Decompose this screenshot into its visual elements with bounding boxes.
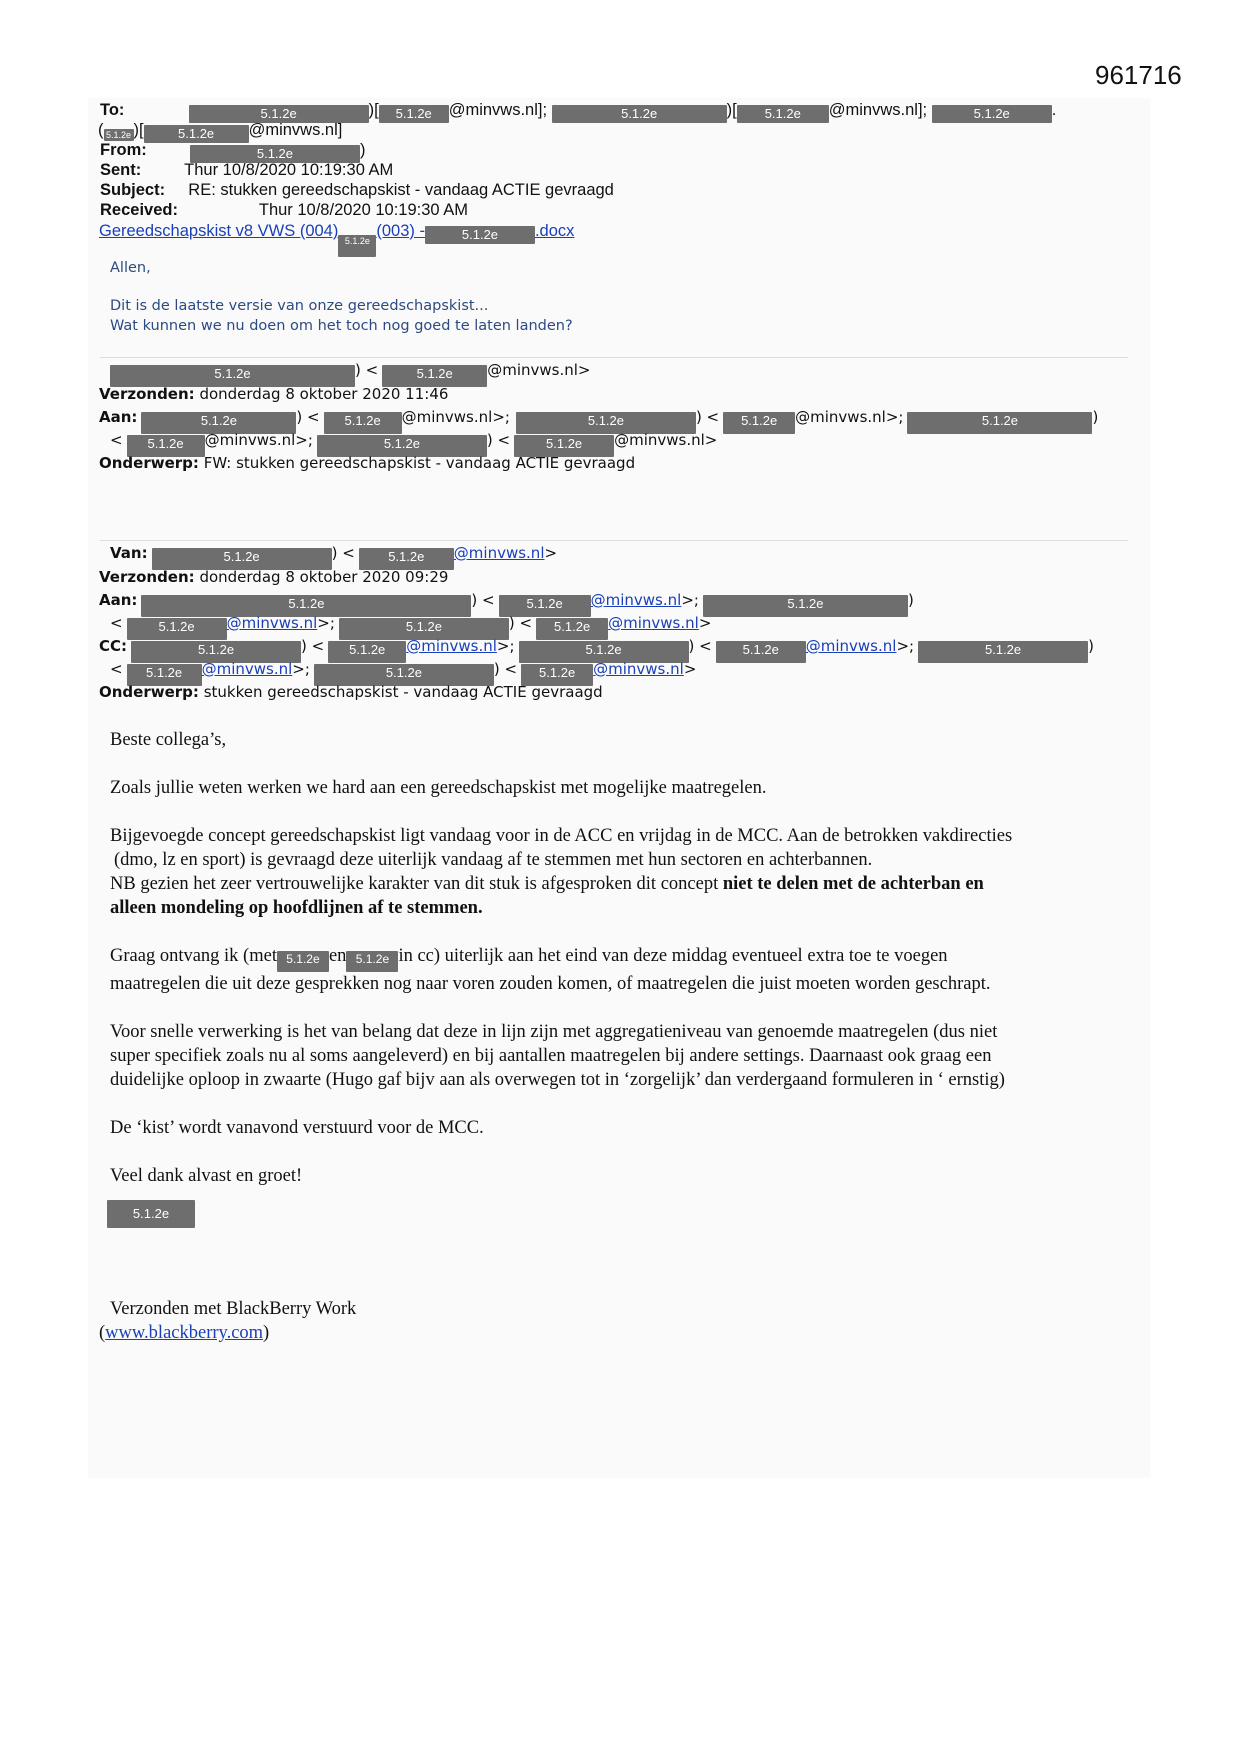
paragraph-4-line-2: super specifiek zoals nu al soms aangeleverd) en bij aantallen maatregelen bij andere settings. Daarnaast ook graag een <box>110 1046 992 1066</box>
redaction: 5.1.2e <box>127 664 202 686</box>
paragraph-2-line-1: Bijgevoegde concept gereedschapskist ligt vandaag voor in de ACC en vrijdag in de MCC. Aan de betrokken vakdirecties <box>110 826 1013 846</box>
fw-sent-line <box>99 383 448 406</box>
email-domain: @minvws.nl>; <box>204 431 313 449</box>
redaction: 5.1.2e <box>723 412 795 434</box>
fw-from-line: 5.1.2e ) < 5.1.2e @minvws.nl> <box>110 359 590 387</box>
paragraph-3-line-2: maatregelen die uit deze gesprekken nog naar voren zouden komen, of maatregelen die juist moeten worden geschrapt. <box>110 974 991 994</box>
message-greeting: Allen, <box>110 260 151 276</box>
email-link[interactable]: @minvws.nl <box>608 614 699 632</box>
email-domain: @minvws.nl>; <box>401 408 510 426</box>
orig-cc-line: CC: 5.1.2e ) < 5.1.2e @minvws.nl>; 5.1.2e ) < 5.1.2e @minvws.nl>; 5.1.2e ) <box>99 635 1094 663</box>
divider <box>100 357 1128 358</box>
paragraph-5: De ‘kist’ wordt vanavond verstuurd voor de MCC. <box>110 1118 484 1138</box>
email-link[interactable]: @minvws.nl <box>226 614 318 632</box>
redaction: 5.1.2e <box>314 664 494 686</box>
paragraph-4-line-1: Voor snelle verwerking is het van belang dat deze in lijn zijn met aggregatieniveau van genoemde maatregelen (dus niet <box>110 1022 998 1042</box>
orig-subject-label: Onderwerp: <box>99 683 199 701</box>
received-label: Received: <box>100 201 178 219</box>
email-domain: @minvws.nl> <box>487 361 591 379</box>
paragraph-2-line-2: (dmo, lz en sport) is gevraagd deze uiterlijk vandaag af te stemmen met hun sectoren en achterbannen. <box>114 850 873 870</box>
email-domain: @minvws.nl]; <box>448 101 548 119</box>
orig-to-label: Aan: <box>99 591 138 609</box>
redaction: 5.1.2e <box>144 125 249 143</box>
fw-to-line-2: < 5.1.2e @minvws.nl>; 5.1.2e ) < 5.1.2e @minvws.nl> <box>110 429 717 457</box>
redaction: 5.1.2e <box>359 548 454 570</box>
paragraph-1: Zoals jullie weten werken we hard aan een gereedschapskist met mogelijke maatregelen. <box>110 778 767 798</box>
paragraph-6: Veel dank alvast en groet! <box>110 1166 303 1186</box>
bold-text: alleen mondeling op hoofdlijnen af te stemmen. <box>110 898 483 918</box>
fw-sent-value: donderdag 8 oktober 2020 11:46 <box>199 385 449 403</box>
orig-sent-value: donderdag 8 oktober 2020 09:29 <box>199 568 449 586</box>
redaction: 5.1.2e <box>110 365 355 387</box>
redaction: 5.1.2e <box>379 105 449 123</box>
paragraph-3-line-1: Graag ontvang ik (met 5.1.2e en 5.1.2e in cc) uiterlijk aan het eind van deze middag eventueel extra toe te voegen <box>110 944 1140 972</box>
redaction: 5.1.2e <box>127 435 205 457</box>
orig-from-label: Van: <box>110 544 148 562</box>
email-domain: @minvws.nl] <box>248 121 343 139</box>
redaction: 5.1.2e <box>152 548 332 570</box>
redaction: 5.1.2e <box>907 412 1092 434</box>
email-domain: @minvws.nl>; <box>795 408 904 426</box>
subject-line <box>100 180 614 200</box>
redaction: 5.1.2e <box>516 412 696 434</box>
redaction: 5.1.2e <box>317 435 487 457</box>
paragraph-2-line-4 <box>110 896 1140 920</box>
received-value: Thur 10/8/2020 10:19:30 AM <box>258 201 469 219</box>
blackberry-link-line: (www.blackberry.com) <box>99 1323 270 1343</box>
redaction: 5.1.2e <box>189 105 369 123</box>
redaction: 5.1.2e <box>521 664 593 686</box>
redaction: 5.1.2e <box>107 1200 195 1228</box>
fw-to-line: Aan: 5.1.2e ) < 5.1.2e @minvws.nl>; 5.1.2e ) < 5.1.2e @minvws.nl>; 5.1.2e ) <box>99 406 1098 434</box>
received-line <box>100 200 468 220</box>
sent-line <box>100 160 393 180</box>
email-body <box>110 728 1140 1188</box>
redaction: 5.1.2e <box>918 641 1088 663</box>
message-line-2: Wat kunnen we nu doen om het toch nog goed te laten landen? <box>110 318 573 334</box>
fw-sent-label: Verzonden: <box>99 385 195 403</box>
orig-sent-label: Verzonden: <box>99 568 195 586</box>
redaction: 5.1.2e <box>141 412 296 434</box>
fw-subject-value: FW: stukken gereedschapskist - vandaag ACTIE gevraagd <box>203 454 636 472</box>
redaction: 5.1.2e <box>552 105 727 123</box>
redaction: 5.1.2e <box>716 641 806 663</box>
orig-cc-label: CC: <box>99 637 128 655</box>
salutation: Beste collega’s, <box>110 730 227 750</box>
fw-to-label: Aan: <box>99 408 138 426</box>
redaction: 5.1.2e <box>104 129 134 141</box>
from-label: From: <box>100 141 147 159</box>
redaction: 5.1.2e <box>141 595 471 617</box>
to-line: To: 5.1.2e )[ 5.1.2e @minvws.nl]; 5.1.2e )[ 5.1.2e @minvws.nl]; 5.1.2e . <box>100 101 1057 121</box>
redaction: 5.1.2e <box>737 105 829 123</box>
fw-subject-line <box>99 452 635 475</box>
divider <box>100 540 1128 541</box>
blackberry-link[interactable]: www.blackberry.com <box>105 1323 264 1343</box>
redaction: 5.1.2e <box>328 641 406 663</box>
orig-sent-line <box>99 566 448 589</box>
sent-value: Thur 10/8/2020 10:19:30 AM <box>184 161 394 179</box>
redaction: 5.1.2e <box>190 145 360 163</box>
redaction: 5.1.2e <box>514 435 614 457</box>
attachment-name-part2[interactable]: (003) - <box>376 222 425 240</box>
to-line-2: ( 5.1.2e )[ 5.1.2e @minvws.nl] <box>98 121 343 141</box>
email-link[interactable]: @minvws.nl <box>590 591 682 609</box>
orig-subject-value: stukken gereedschapskist - vandaag ACTIE gevraagd <box>203 683 603 701</box>
attachment-link[interactable] <box>99 221 574 257</box>
redaction: 5.1.2e <box>277 951 329 972</box>
from-line: From: 5.1.2e ) <box>100 141 366 161</box>
paragraph-4-line-3: duidelijke oploop in zwaarte (Hugo gaf bijv aan als overwegen tot in ‘zorgelijk’ dan verdergaand formuleren in ‘ ernstig) <box>110 1070 1005 1090</box>
redaction: 5.1.2e <box>324 412 402 434</box>
redaction: 5.1.2e <box>519 641 689 663</box>
orig-to-line-2: < 5.1.2e @minvws.nl>; 5.1.2e ) < 5.1.2e @minvws.nl> <box>110 612 711 640</box>
orig-to-line: Aan: 5.1.2e ) < 5.1.2e @minvws.nl>; 5.1.2e ) <box>99 589 914 617</box>
redaction: 5.1.2e <box>932 105 1052 123</box>
redaction: 5.1.2e <box>338 235 376 257</box>
email-link[interactable]: @minvws.nl <box>201 660 293 678</box>
email-link[interactable]: @minvws.nl <box>453 544 545 562</box>
redaction: 5.1.2e <box>536 618 608 640</box>
email-link[interactable]: @minvws.nl <box>593 660 684 678</box>
email-domain: @minvws.nl]; <box>828 101 928 119</box>
email-link[interactable]: @minvws.nl <box>805 637 897 655</box>
to-label: To: <box>100 101 125 119</box>
redaction: 5.1.2e <box>127 618 227 640</box>
redaction: 5.1.2e <box>703 595 908 617</box>
email-domain: @minvws.nl> <box>614 431 718 449</box>
subject-label: Subject: <box>100 181 166 199</box>
signature-redaction <box>107 1200 195 1228</box>
redaction: 5.1.2e <box>499 595 591 617</box>
email-link[interactable]: @minvws.nl <box>406 637 497 655</box>
redaction: 5.1.2e <box>131 641 301 663</box>
document-number: 961716 <box>1095 60 1182 90</box>
fw-subject-label: Onderwerp: <box>99 454 199 472</box>
redaction: 5.1.2e <box>339 618 509 640</box>
orig-cc-line-2: < 5.1.2e @minvws.nl>; 5.1.2e ) < 5.1.2e @minvws.nl> <box>110 658 696 686</box>
orig-subject-line <box>99 681 603 704</box>
subject-value: RE: stukken gereedschapskist - vandaag ACTIE gevraagd <box>188 181 614 199</box>
redaction: 5.1.2e <box>382 365 487 387</box>
orig-from-line: Van: 5.1.2e ) < 5.1.2e @minvws.nl> <box>110 542 557 570</box>
paragraph-2-line-3: NB gezien het zeer vertrouwelijke karakter van dit stuk is afgesproken dit concept niet te delen met de achterban en <box>110 874 984 894</box>
attachment-name-part1[interactable]: Gereedschapskist v8 VWS (004) <box>99 222 339 240</box>
bold-text: niet te delen met de achterban en <box>722 874 984 894</box>
message-line-1: Dit is de laatste versie van onze gereedschapskist... <box>110 298 489 314</box>
sent-label: Sent: <box>100 161 142 179</box>
attachment-extension[interactable]: .docx <box>534 222 575 240</box>
redaction: 5.1.2e <box>346 951 398 972</box>
redaction: 5.1.2e <box>425 226 535 244</box>
sent-with-blackberry: Verzonden met BlackBerry Work <box>110 1299 357 1319</box>
